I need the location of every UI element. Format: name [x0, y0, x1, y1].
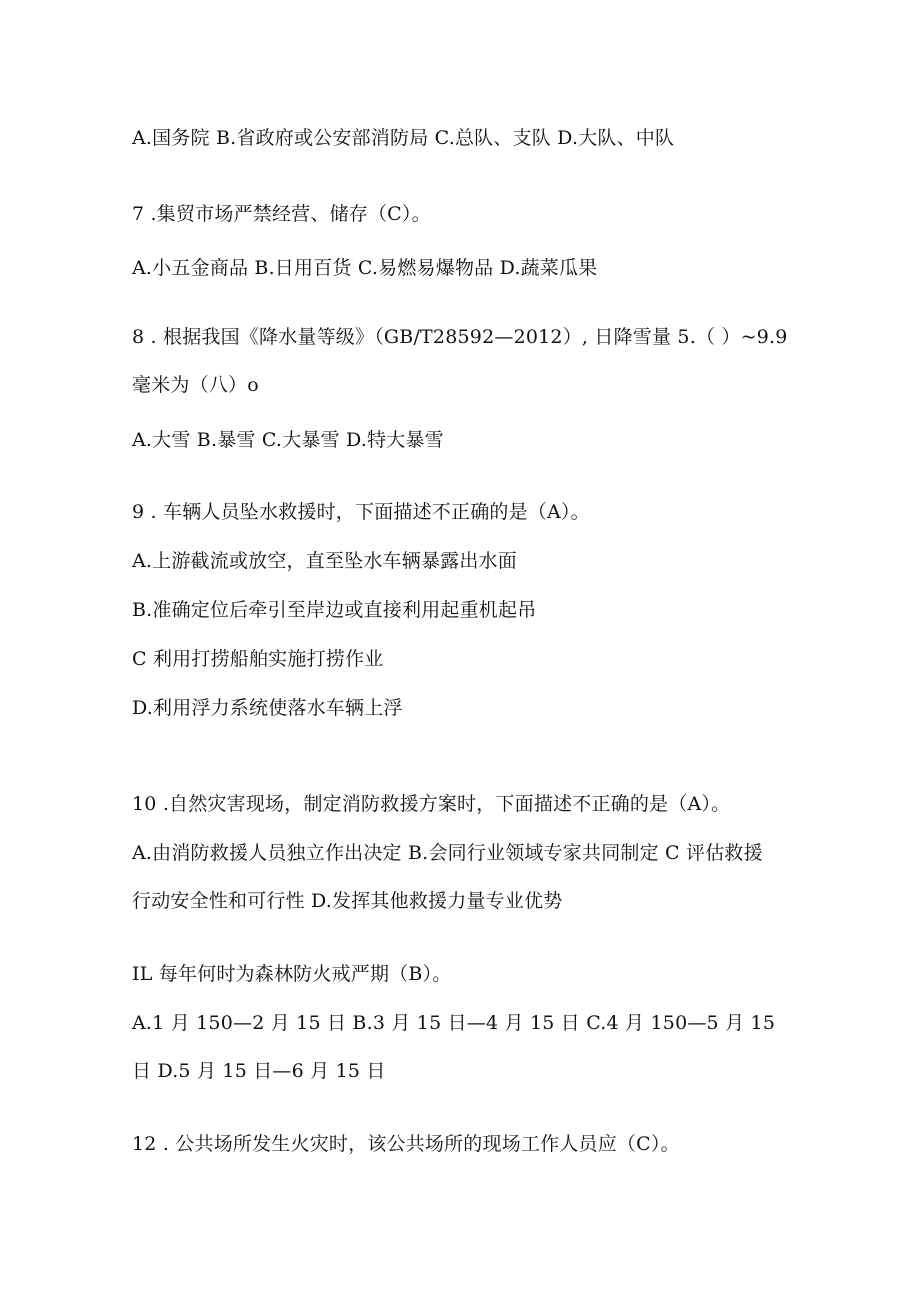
- options-line-q10-2: 行动安全性和可行性 D.发挥其他救援力量专业优势: [132, 890, 563, 912]
- question-10: 10 .自然灾害现场，制定消防救援方案时，下面描述不正确的是（A）。: [132, 793, 731, 815]
- option-q9-c: C 利用打捞船舶实施打捞作业: [132, 648, 384, 670]
- question-12: 12 . 公共场所发生火灾时，该公共场所的现场工作人员应（C）。: [132, 1133, 680, 1155]
- option-q9-a: A.上游截流或放空，直至坠水车辆暴露出水面: [132, 550, 517, 572]
- option-q9-d: D.利用浮力系统使落水车辆上浮: [132, 697, 403, 719]
- question-8-line-2: 毫米为（八）o: [132, 374, 259, 396]
- question-9: 9 . 车辆人员坠水救援时，下面描述不正确的是（A）。: [132, 501, 590, 523]
- options-line-q6: A.国务院 B.省政府或公安部消防局 C.总队、支队 D.大队、中队: [132, 127, 675, 149]
- options-line-q10-1: A.由消防救援人员独立作出决定 B.会同行业领域专家共同制定 C 评估救援: [132, 842, 763, 864]
- question-11: IL 每年何时为森林防火戒严期（B）。: [132, 963, 452, 985]
- options-line-q11-2: 日 D.5 月 15 日—6 月 15 日: [132, 1060, 386, 1082]
- options-line-q8: A.大雪 B.暴雪 C.大暴雪 D.特大暴雪: [132, 429, 444, 451]
- options-line-q7: A.小五金商品 B.日用百货 C.易燃易爆物品 D.蔬菜瓜果: [132, 257, 598, 279]
- option-q9-b: B.准确定位后牵引至岸边或直接利用起重机起吊: [132, 599, 537, 621]
- question-7: 7 .集贸市场严禁经营、储存（C）。: [132, 203, 431, 225]
- options-line-q11-1: A.1 月 150—2 月 15 日 B.3 月 15 日—4 月 15 日 C.4 月 150—5 月 15: [132, 1012, 776, 1034]
- question-8-line-1: 8 . 根据我国《降水量等级》（GB/T28592—2012）, 日降雪量 5.（ ）~9.9: [132, 326, 788, 348]
